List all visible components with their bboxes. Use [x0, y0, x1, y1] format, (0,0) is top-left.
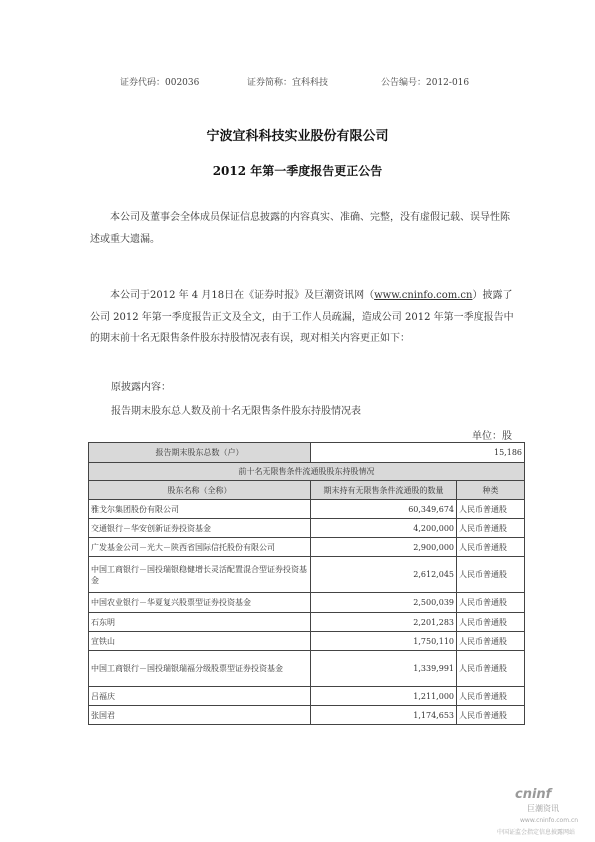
- stock-short-name: 证券简称：宜科科技: [247, 78, 329, 88]
- share-quantity: 1,211,000: [311, 687, 457, 706]
- share-type: 人民币普通股: [457, 557, 525, 593]
- table-row: [89, 593, 525, 613]
- table-row: [89, 500, 525, 519]
- notice-title: 2012 年第一季度报告更正公告: [212, 164, 383, 178]
- correction-text-before: 本公司于2012 年 4 月18日在《证券时报》及巨潮资讯网（: [110, 290, 375, 301]
- share-quantity: 2,612,045: [311, 557, 457, 593]
- table-row: [89, 687, 525, 706]
- shareholder-name: 中国农业银行－华夏复兴股票型证券投资基金: [89, 593, 311, 613]
- table-row: [89, 613, 525, 632]
- shareholder-name: 宣铁山: [89, 632, 311, 651]
- col-type-header: 种类: [457, 481, 525, 500]
- correction-text-after: ）披露了公司 2012 年第一季度报告正文及全文，由于工作人员疏漏，造成公司 2012 年第一季度报告中的期末前十名无限售条件股东持股情况表有误，现对相关内容更正如下：: [90, 290, 514, 344]
- board-statement: 本公司及董事会全体成员保证信息披露的内容真实、准确、完整，没有虚假记载、误导性陈述或重大遗漏。: [90, 212, 510, 245]
- table-row: [89, 538, 525, 557]
- share-type: 人民币普通股: [457, 500, 525, 519]
- share-type: 人民币普通股: [457, 613, 525, 632]
- footer-caption: 中国证监会指定信息披露网站: [497, 829, 576, 836]
- share-type: 人民币普通股: [457, 593, 525, 613]
- share-quantity: 4,200,000: [311, 519, 457, 538]
- stock-code: 证券代码：002036: [120, 78, 200, 88]
- shareholder-name: 吕福庆: [89, 687, 311, 706]
- share-quantity: 60,349,674: [311, 500, 457, 519]
- col-qty-header: 期末持有无限售条件流通股的数量: [311, 481, 457, 500]
- share-quantity: 1,750,110: [311, 632, 457, 651]
- shareholder-name: 中国工商银行－国投瑞银瑞福分级股票型证券投资基金: [89, 651, 311, 687]
- notice-number: 公告编号：2012-016: [381, 78, 470, 88]
- cninfo-link[interactable]: www.cninfo.com.cn: [374, 290, 473, 301]
- table-row: [89, 557, 525, 593]
- section-title: 前十名无限售条件流通股股东持股情况: [89, 463, 525, 481]
- share-quantity: 2,201,283: [311, 613, 457, 632]
- shareholder-name: 交通银行－华安创新证券投资基金: [89, 519, 311, 538]
- shareholder-name: 广发基金公司－光大－陕西省国际信托股份有限公司: [89, 538, 311, 557]
- share-type: 人民币普通股: [457, 538, 525, 557]
- shareholder-name: 雅戈尔集团股份有限公司: [89, 500, 311, 519]
- company-title: 宁波宜科科技实业股份有限公司: [206, 129, 389, 144]
- shareholder-name: 中国工商银行－国投瑞银稳健增长灵活配置混合型证券投资基金: [89, 557, 311, 593]
- share-type: 人民币普通股: [457, 706, 525, 725]
- col-name-header: 股东名称（全称）: [89, 481, 311, 500]
- shareholder-name: 张国君: [89, 706, 311, 725]
- logo-cn-text: 巨潮资讯: [527, 804, 559, 813]
- correction-paragraph: [90, 285, 516, 350]
- table-row: [89, 632, 525, 651]
- logo-text: cninf: [515, 787, 552, 802]
- unit-label: 单位：股: [472, 431, 512, 442]
- share-quantity: 1,174,653: [311, 706, 457, 725]
- table-row: [89, 706, 525, 725]
- share-type: 人民币普通股: [457, 651, 525, 687]
- total-value: 15,186: [311, 443, 525, 463]
- total-label: 报告期末股东总数（户）: [89, 443, 311, 463]
- table-row: [89, 519, 525, 538]
- cninfo-logo: [515, 787, 585, 817]
- share-type: 人民币普通股: [457, 519, 525, 538]
- table-caption: 报告期末股东总人数及前十名无限售条件股东持股情况表: [111, 406, 361, 417]
- original-disclosure-label: 原披露内容：: [111, 382, 171, 393]
- share-quantity: 2,900,000: [311, 538, 457, 557]
- total-row: [89, 443, 525, 463]
- table-row: [89, 651, 525, 687]
- share-quantity: 2,500,039: [311, 593, 457, 613]
- shareholder-name: 石东明: [89, 613, 311, 632]
- share-quantity: 1,339,991: [311, 651, 457, 687]
- footer-site: www.cninfo.com.cn: [520, 817, 579, 824]
- share-type: 人民币普通股: [457, 687, 525, 706]
- share-type: 人民币普通股: [457, 632, 525, 651]
- section-row: [89, 463, 525, 481]
- shareholder-table: [88, 442, 525, 725]
- header-row: [89, 481, 525, 500]
